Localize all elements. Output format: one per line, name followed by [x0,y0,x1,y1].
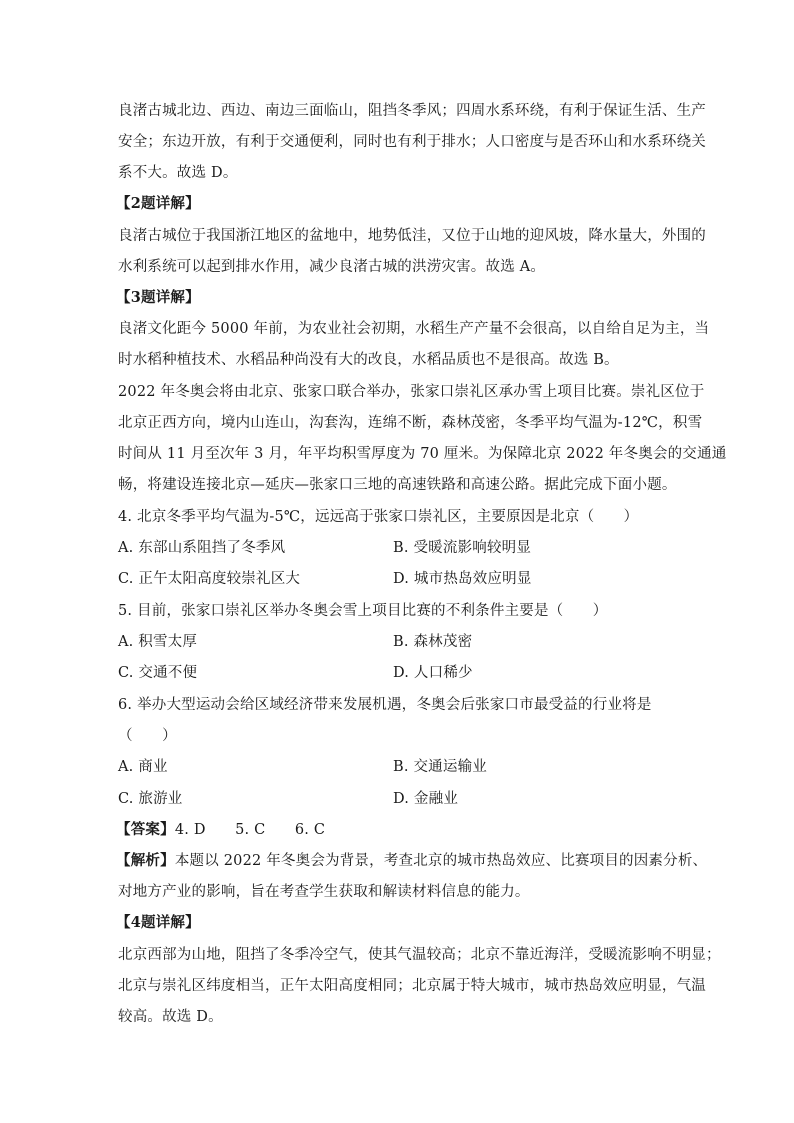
material-line4: 畅，将建设连接北京—延庆—张家口三地的高速铁路和高速公路。据此完成下面小题。 [118,477,677,493]
para3-line1: 良渚文化距今 5000 年前，为农业社会初期，水稻生产产量不会很高，以自给自足为主，当 [118,321,710,337]
analysis-label: 【解析】 [116,852,175,869]
material-line1: 2022 年冬奥会将由北京、张家口联合举办，张家口崇礼区承办雪上项目比赛。崇礼区位于 [118,384,705,400]
question-6-option-c: C. 旅游业 [118,791,183,807]
question-5-option-a: A. 积雪太厚 [118,634,198,650]
answer-line [116,820,325,840]
question-6-option-d: D. 金融业 [393,791,459,807]
section-heading-q2: 【2题详解】 [116,195,200,212]
question-6-stem: 6. 举办大型运动会给区域经济带来发展机遇，冬奥会后张家口市最受益的行业将是 [118,697,652,713]
question-4-option-b: B. 受暖流影响较明显 [393,540,532,556]
question-6-option-b: B. 交通运输业 [393,759,487,775]
question-4-stem: 4. 北京冬季平均气温为-5℃，远远高于张家口崇礼区，主要原因是北京（ ） [118,509,639,525]
para2-line2: 水利系统可以起到排水作用，减少良渚古城的洪涝灾害。故选 A。 [118,259,546,275]
para4-line2: 北京与崇礼区纬度相当，正午太阳高度相同；北京属于特大城市，城市热岛效应明显，气温 [118,978,706,994]
material-line2: 北京正西方向，境内山连山，沟套沟，连绵不断，森林茂密，冬季平均气温为-12℃，积雪 [118,415,703,431]
analysis-text-1: 本题以 2022 年冬奥会为背景，考查北京的城市热岛效应、比赛项目的因素分析、 [174,853,708,869]
para3-line2: 时水稻种植技术、水稻品种尚没有大的改良，水稻品质也不是很高。故选 B。 [118,352,619,368]
section-heading-q3: 【3题详解】 [116,289,200,306]
question-5-option-d: D. 人口稀少 [393,665,473,681]
para1-line3: 系不大。故选 D。 [118,165,238,181]
para2-line1: 良渚古城位于我国浙江地区的盆地中，地势低洼，又位于山地的迎风坡，降水量大，外围的 [118,228,706,244]
question-6-stem-blank: （ ） [118,728,177,744]
para4-line1: 北京西部为山地，阻挡了冬季冷空气，使其气温较高；北京不靠近海洋，受暖流影响不明显； [118,947,721,963]
para1-line2: 安全；东边开放，有利于交通便利，同时也有利于排水；人口密度与是否环山和水系环绕关 [118,134,706,150]
question-5-option-b: B. 森林茂密 [393,634,473,650]
analysis-line2: 对地方产业的影响，旨在考查学生获取和解读材料信息的能力。 [118,884,530,900]
answer-text: 4. D 5. C 6. C [174,822,326,838]
para1-line1: 良渚古城北边、西边、南边三面临山，阻挡冬季风；四周水系环绕，有利于保证生活、生产 [118,103,706,119]
material-line3: 时间从 11 月至次年 3 月，年平均积雪厚度为 70 厘米。为保障北京 2022 年冬奥会的交通通 [118,446,727,462]
section-heading-q4: 【4题详解】 [116,914,200,931]
question-5-option-c: C. 交通不便 [118,665,198,681]
para4-line3: 较高。故选 D。 [118,1009,223,1025]
question-4-option-a: A. 东部山系阻挡了冬季风 [118,540,286,556]
analysis-line1 [116,851,707,871]
question-6-option-a: A. 商业 [118,759,168,775]
answer-label: 【答案】 [116,821,175,838]
question-4-option-c: C. 正午太阳高度较崇礼区大 [118,571,301,587]
question-5-stem: 5. 目前，张家口崇礼区举办冬奥会雪上项目比赛的不利条件主要是（ ） [118,603,608,619]
question-4-option-d: D. 城市热岛效应明显 [393,571,532,587]
